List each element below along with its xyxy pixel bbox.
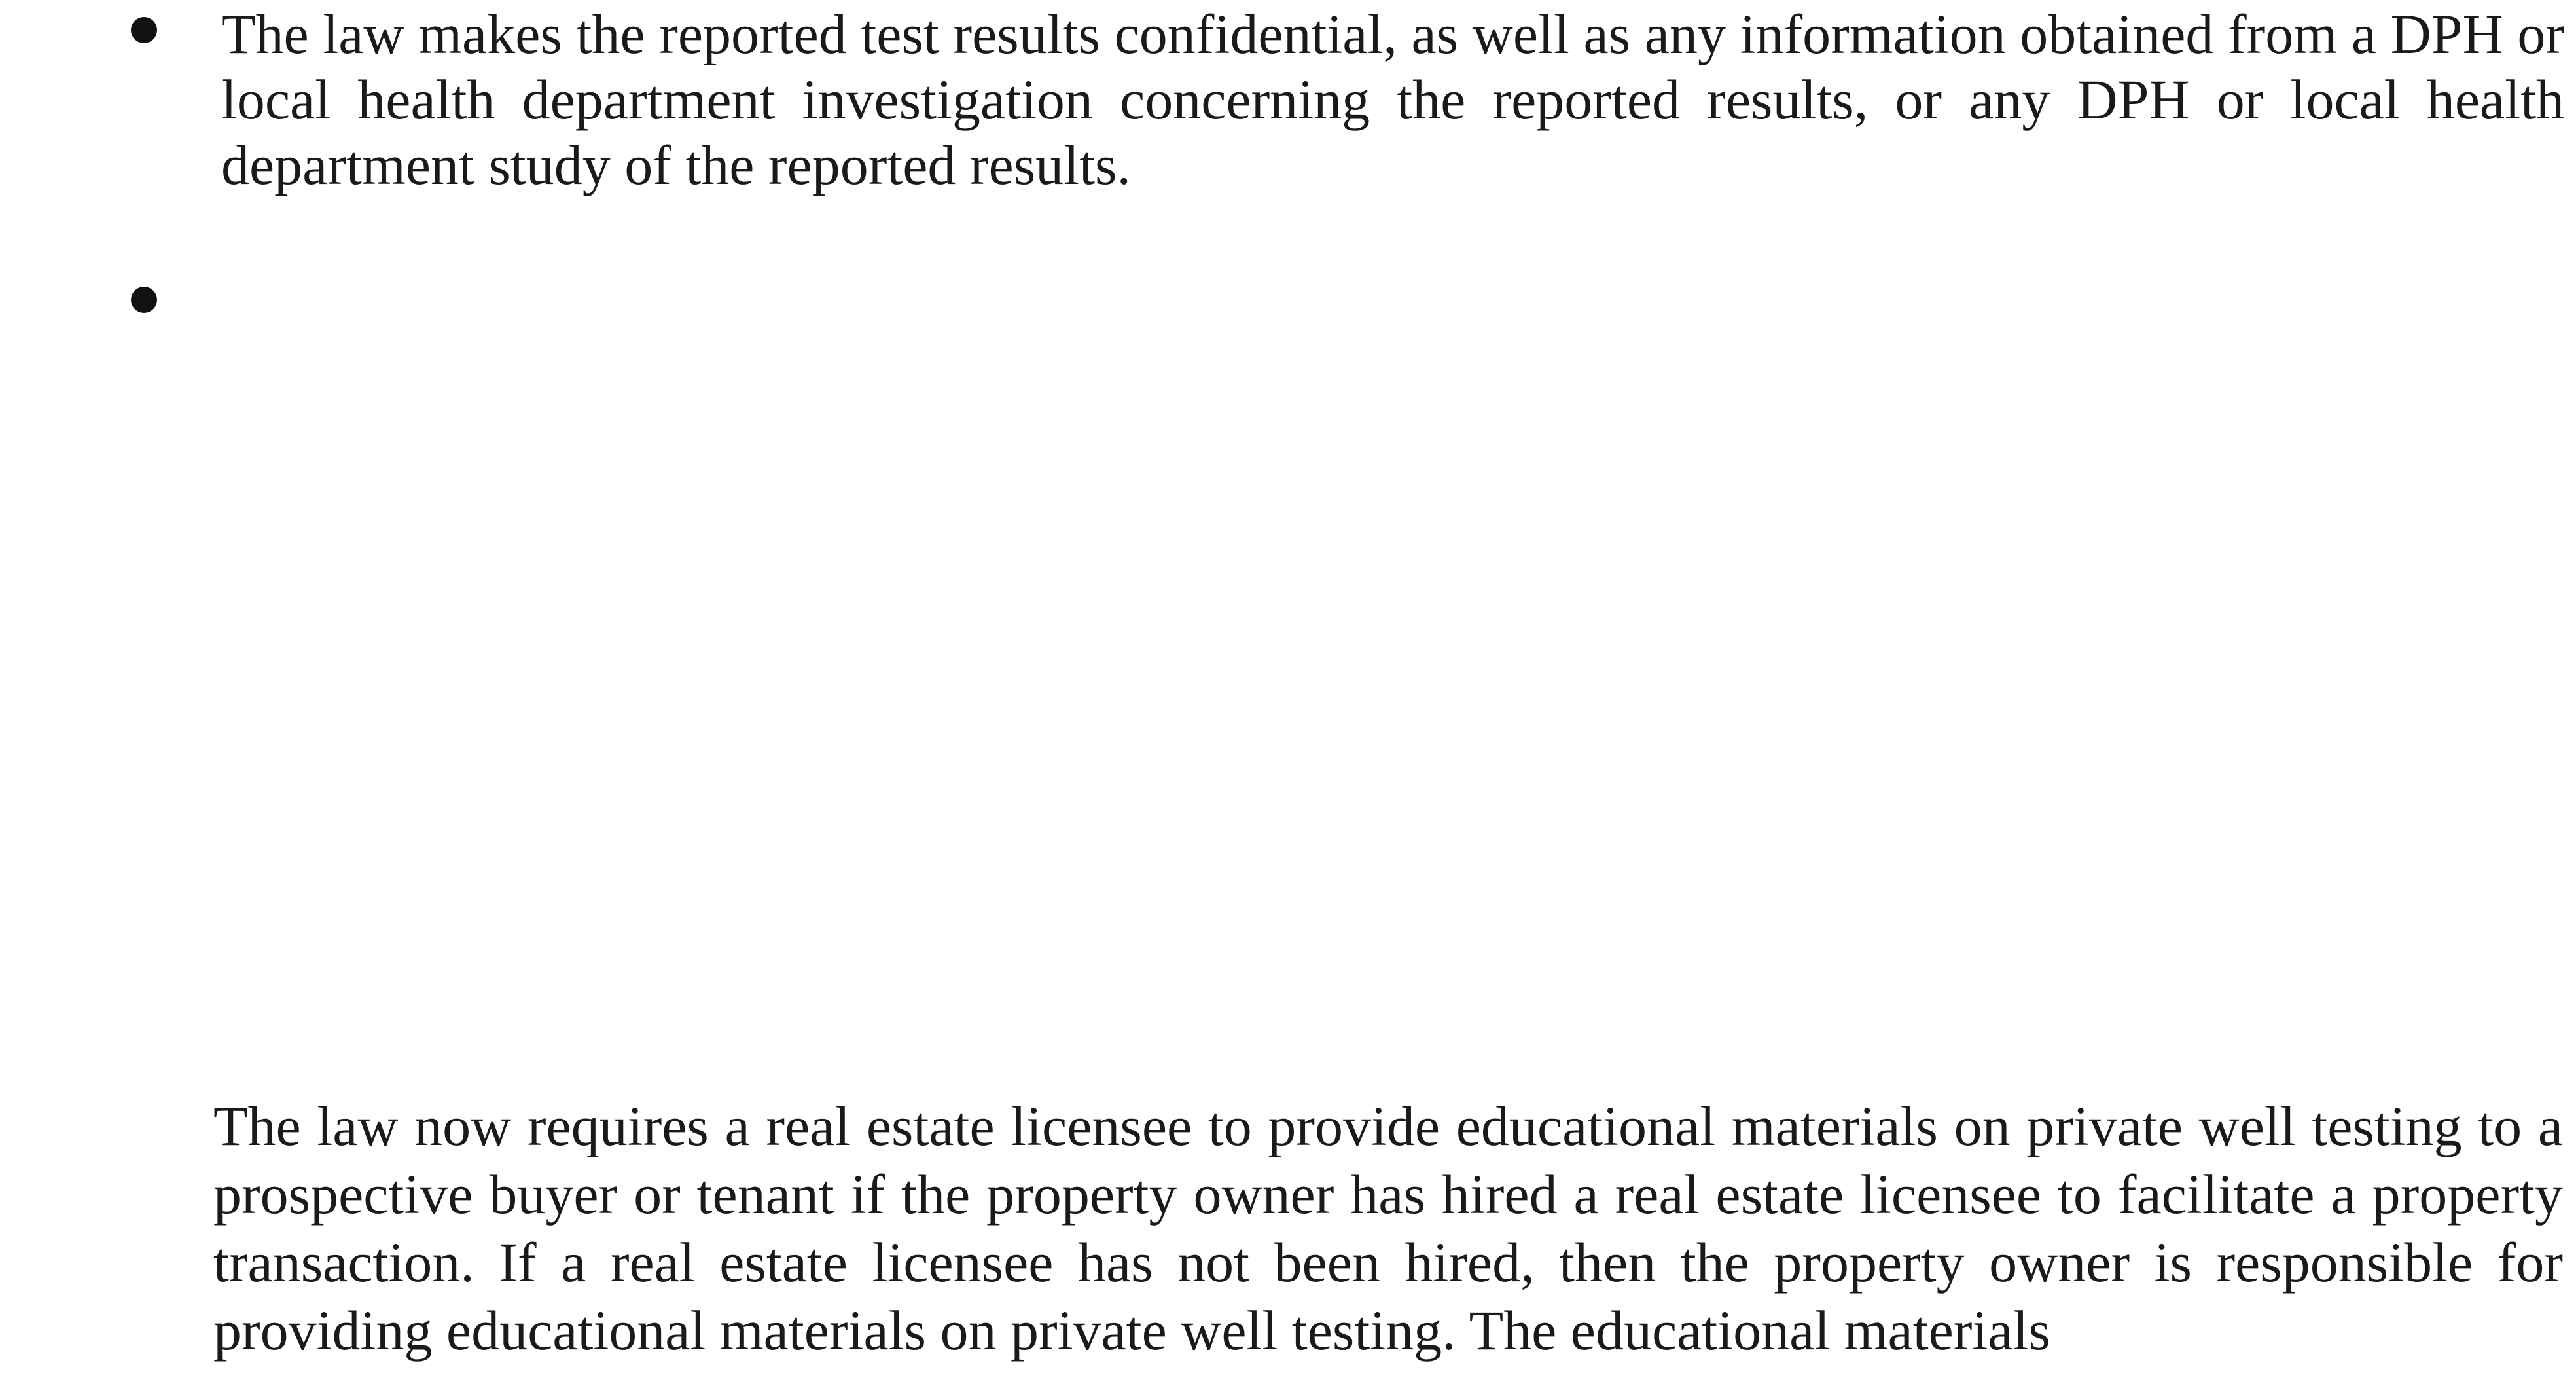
bullet-item-1-text: The law makes the reported test results confidential, as well as any information obtained from a DPH or local health department investigation concerning the reported results, or any DPH or local health department study of the reported results. — [221, 3, 2564, 196]
bullet-dot-2 — [131, 287, 157, 313]
body-paragraph: The law now requires a real estate licensee to provide educational materials on private well testing to a prospective buyer or tenant if the property owner has hired a real estate licensee to facilitate a property transaction. If a real estate licensee has not been hired, then the property owner is responsible for providing educational materials on private well testing. The educational materials — [213, 1095, 2563, 1362]
bullet-dot-1 — [131, 17, 157, 43]
